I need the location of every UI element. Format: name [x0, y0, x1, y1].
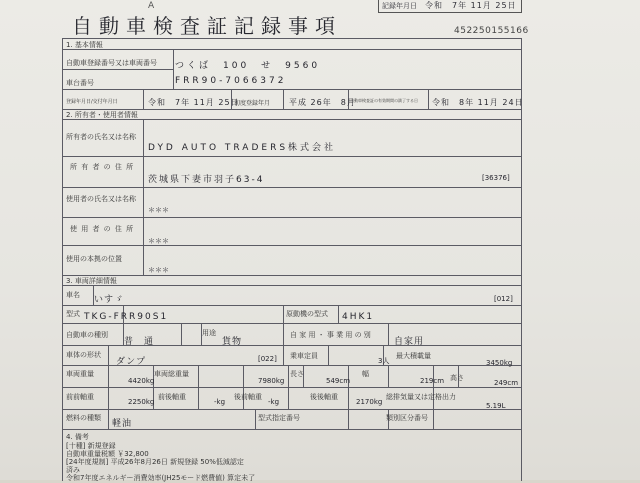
remarks-line: 令和7年度エネルギー消費効率(JH25モード燃費値) 算定未了 [66, 474, 256, 482]
remarks-line: 済み [66, 466, 80, 474]
purpose: 自家用 [394, 337, 425, 347]
front-rear-axle-label: 前後軸重 [158, 393, 186, 401]
weight: 4420kg [128, 377, 155, 385]
fuel: 軽油 [112, 419, 133, 429]
length-label: 長さ [290, 370, 304, 378]
front-axle-label: 前前軸重 [66, 393, 94, 401]
max-load: 3450kg [486, 359, 513, 367]
engine-model-label: 原動機の型式 [286, 310, 328, 318]
expiry-label: 自動車検査証の有効期間の満了する日 [350, 98, 418, 103]
max-load-label: 最大積載量 [396, 352, 431, 360]
expiry-date: 令和 8年 11月 24日 [432, 98, 524, 107]
width: 219cm [420, 377, 445, 385]
shape-code: [022] [258, 355, 277, 363]
height-label: 高さ [450, 374, 464, 382]
gross-weight-label: 車両総重量 [154, 370, 189, 378]
engine-model: 4HK1 [342, 312, 375, 322]
chassis-label: 車台番号 [66, 79, 94, 87]
model: TKG-FRR90S1 [84, 312, 169, 322]
capacity: 3人 [378, 357, 390, 365]
owner-name: DYD AUTO TRADERS株式会社 [148, 143, 337, 153]
car-name: いすゞ [94, 295, 125, 305]
category-no-label: 類別区分番号 [386, 414, 428, 422]
remarks-line: [十種] 新規登録 [66, 442, 116, 450]
record-date-label: 記録年月日 [382, 2, 417, 10]
front-rear-axle: -kg [214, 398, 226, 406]
rear-front-axle-label: 後前軸重 [234, 393, 262, 401]
rear-axle-label: 後後軸重 [310, 393, 338, 401]
displacement-label: 総排気量又は定格出力 [386, 393, 456, 401]
use: 貨物 [222, 337, 243, 347]
model-label: 型式 [66, 310, 80, 318]
document-number: 452250155166 [454, 26, 529, 36]
width-label: 幅 [362, 370, 369, 378]
front-axle: 2250kg [128, 398, 155, 406]
shape: ダンプ [116, 357, 147, 367]
rear-axle: 2170kg [356, 398, 383, 406]
remarks-line: 自動車重量税額 ￥32,800 [66, 450, 149, 458]
type-no-label: 型式指定番号 [258, 414, 300, 422]
base-location: ＊＊＊ [148, 266, 169, 274]
chassis-no: FRR90-7066372 [175, 76, 287, 86]
kind: 普 通 [124, 337, 155, 347]
record-date-box [378, 0, 522, 13]
reg-no-label: 自動車登録番号又は車両番号 [66, 59, 157, 67]
document-title: 自動車検査証記録事項 [72, 14, 342, 38]
fuel-label: 燃料の種類 [66, 414, 101, 422]
owner-address-label: 所 有 者 の 住 所 [70, 163, 135, 171]
displacement: 5.19L [486, 402, 506, 410]
owner-address: 茨城県下妻市羽子63-4 [148, 175, 265, 185]
use-label: 用途 [202, 329, 216, 337]
section-remarks: 4. 備考 [66, 433, 89, 441]
shape-label: 車体の形状 [66, 351, 101, 359]
first-reg-label: 初度登録年月 [234, 100, 271, 107]
kind-label: 自動車の種別 [66, 331, 108, 339]
reg-no: つくば 100 せ 9560 [175, 61, 321, 71]
user-address: ＊＊＊ [148, 237, 169, 245]
user-name: ＊＊＊ [148, 206, 169, 214]
first-reg: 平成 26年 8月 [289, 98, 356, 107]
capacity-label: 乗車定員 [290, 352, 318, 360]
base-location-label: 使用の本拠の位置 [66, 255, 122, 263]
reg-date-label: 登録年月日/交付年月日 [66, 99, 118, 105]
record-date: 令和 7年 11月 25日 [425, 1, 517, 10]
section-basic: 1. 基本情報 [66, 41, 103, 49]
height: 249cm [494, 379, 519, 387]
owner-address-code: [36376] [482, 174, 510, 182]
car-name-code: [012] [494, 295, 513, 303]
user-name-label: 使用者の氏名又は名称 [66, 195, 136, 203]
remarks-line: [24年度規制] 平成26年8月26日 新規登録 50%低減認定 [66, 458, 244, 466]
section-vehicle: 3. 車両詳細情報 [66, 277, 117, 285]
top-mark: A [148, 1, 155, 11]
reg-date: 令和 7年 11月 25日 [148, 98, 240, 107]
user-address-label: 使 用 者 の 住 所 [70, 225, 135, 233]
weight-label: 車両重量 [66, 370, 94, 378]
length: 549cm [326, 377, 351, 385]
owner-name-label: 所有者の氏名又は名称 [66, 133, 136, 141]
car-name-label: 車名 [66, 291, 80, 299]
rear-front-axle: -kg [268, 398, 280, 406]
section-owner: 2. 所有者・使用者情報 [66, 111, 138, 119]
purpose-label: 自 家 用 ・ 事 業 用 の 別 [290, 331, 371, 339]
gross-weight: 7980kg [258, 377, 285, 385]
